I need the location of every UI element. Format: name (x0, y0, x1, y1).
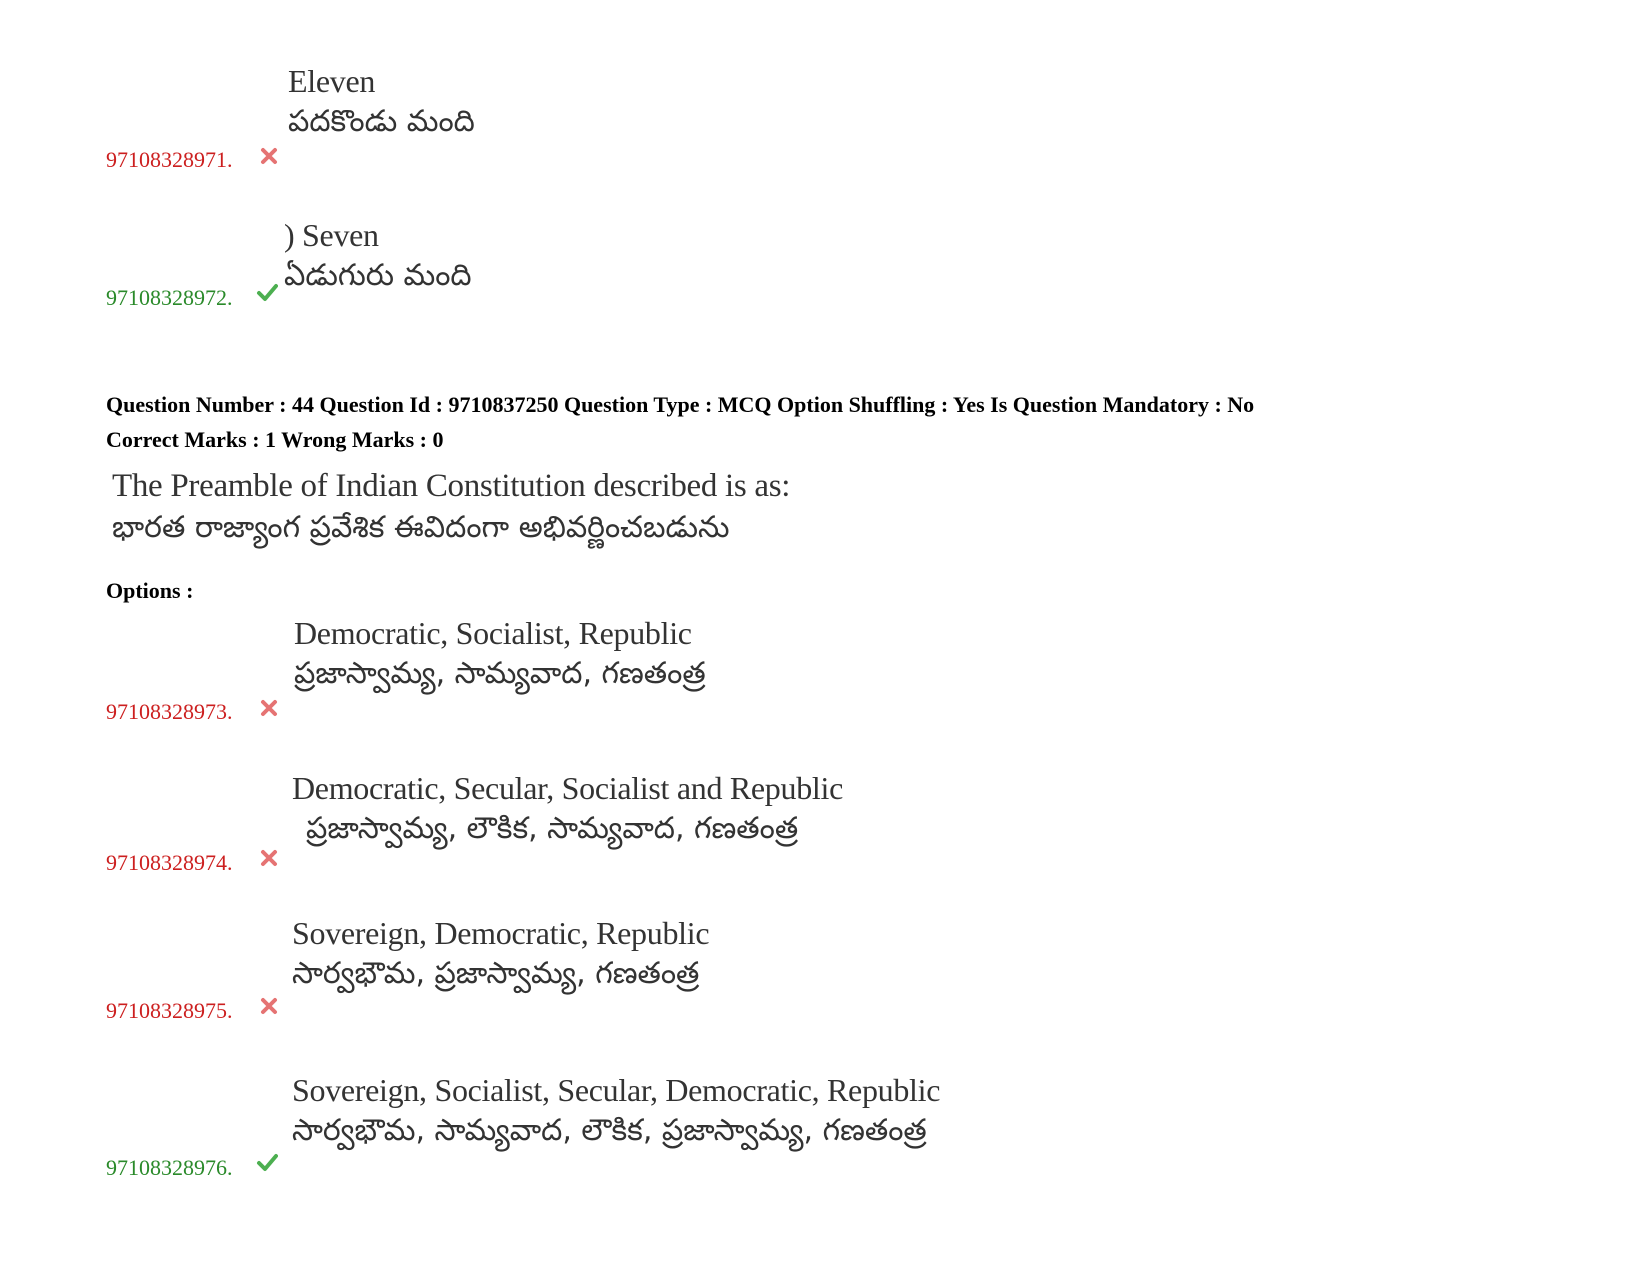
question-marks: Correct Marks : 1 Wrong Marks : 0 (106, 427, 444, 452)
option-text-telugu: సార్వభౌమ, ప్రజాస్వామ్య, గణతంత్ర (292, 956, 700, 991)
cross-mark-icon (258, 996, 280, 1016)
option-text-english: Democratic, Secular, Socialist and Republic (292, 770, 843, 806)
option-id: 97108328973. (106, 699, 233, 724)
option-text-english: Sovereign, Socialist, Secular, Democratic, Republic (292, 1072, 941, 1108)
cross-mark-icon (258, 698, 280, 718)
option-text-english: ) Seven (284, 217, 379, 253)
option-id: 97108328972. (106, 285, 233, 310)
option-id: 97108328974. (106, 850, 233, 875)
option-text (292, 914, 709, 996)
option-text-telugu: ఏడుగురు మంది (284, 258, 472, 293)
check-mark-icon (256, 282, 278, 302)
options-label: Options : (106, 578, 194, 603)
option-text (292, 1071, 940, 1153)
check-mark-icon (256, 1152, 278, 1172)
option-text-english: Sovereign, Democratic, Republic (292, 915, 710, 951)
option-text-telugu: పదకొండు మంది (288, 104, 475, 139)
cross-mark-icon (258, 848, 280, 868)
cross-mark-icon (258, 146, 280, 166)
option-id: 97108328971. (106, 147, 233, 172)
option-text (284, 216, 472, 298)
option-text-english: Democratic, Socialist, Republic (294, 615, 692, 651)
question-text-english: The Preamble of Indian Constitution described is as: (112, 468, 791, 504)
option-id: 97108328975. (106, 998, 233, 1023)
option-text-telugu: సార్వభౌమ, సామ్యవాద, లౌకిక, ప్రజాస్వామ్య, గణతంత్ర (292, 1113, 927, 1148)
option-text (288, 62, 475, 144)
option-text-telugu: ప్రజాస్వామ్య, లౌకిక, సామ్యవాద, గణతంత్ర (306, 811, 799, 846)
option-text-telugu: ప్రజాస్వామ్య, సామ్యవాద, గణతంత్ర (294, 656, 706, 691)
option-text (294, 614, 706, 696)
question-meta: Question Number : 44 Question Id : 9710837250 Question Type : MCQ Option Shuffling : Yes Is Question Mandatory : No (106, 392, 1255, 417)
option-id: 97108328976. (106, 1155, 233, 1180)
option-text (292, 769, 843, 851)
option-text-english: Eleven (288, 63, 376, 99)
question-text (112, 466, 790, 550)
question-text-telugu: భారత రాజ్యాంగ ప్రవేశిక ఈవిదంగా అభివర్ణించబడును (112, 510, 730, 545)
